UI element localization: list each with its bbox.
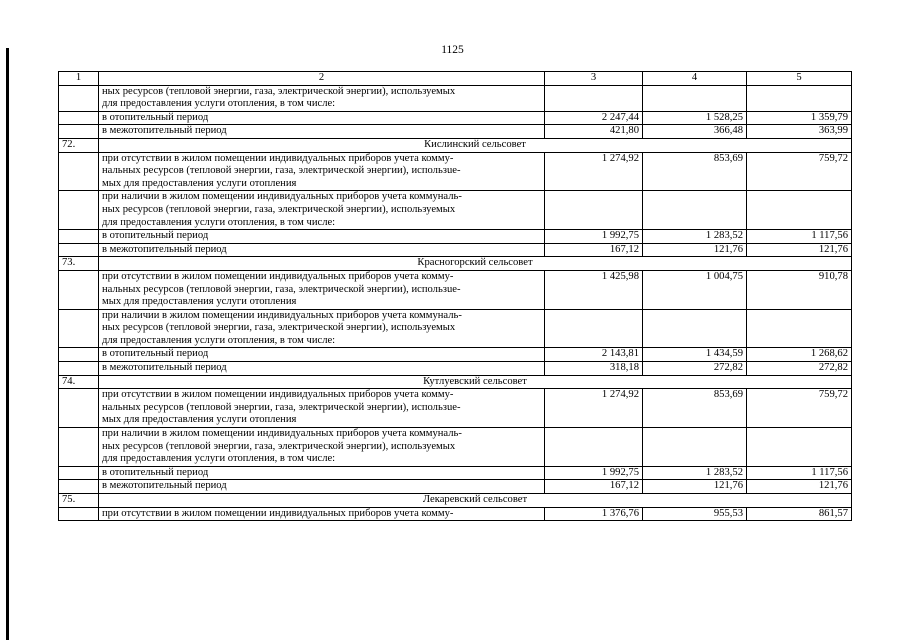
description-cell bbox=[99, 348, 545, 362]
value-cell-v4 bbox=[643, 191, 747, 230]
value-cell-v5: 1 117,56 bbox=[747, 230, 852, 244]
section-number: 75. bbox=[59, 494, 99, 508]
description-cell bbox=[99, 111, 545, 125]
description-line: ных ресурсов (тепловой энергии, газа, электрической энергии), используемых bbox=[102, 203, 456, 215]
table-row bbox=[59, 191, 852, 230]
value-cell-v3 bbox=[545, 428, 643, 467]
value-cell-v3 bbox=[545, 191, 643, 230]
row-number-cell bbox=[59, 507, 99, 521]
section-number: 74. bbox=[59, 375, 99, 389]
value-cell-v4: 121,76 bbox=[643, 480, 747, 494]
section-title: Кутлуевский сельсовет bbox=[99, 375, 852, 389]
description-line: для предоставления услуги отопления, в том числе: bbox=[102, 98, 336, 110]
value-cell-v5 bbox=[747, 428, 852, 467]
section-title: Лекаревский сельсовет bbox=[99, 494, 852, 508]
header-cell: 2 bbox=[99, 72, 545, 86]
value-cell-v5: 1 268,62 bbox=[747, 348, 852, 362]
description-line: мых для предоставления услуги отопления bbox=[102, 177, 297, 189]
value-cell-v3: 2 247,44 bbox=[545, 111, 643, 125]
value-cell-v5: 910,78 bbox=[747, 270, 852, 309]
section-number: 72. bbox=[59, 138, 99, 152]
row-number-cell bbox=[59, 125, 99, 139]
description-cell bbox=[99, 466, 545, 480]
table-row bbox=[59, 243, 852, 257]
section-number: 73. bbox=[59, 257, 99, 271]
value-cell-v4: 1 283,52 bbox=[643, 230, 747, 244]
value-cell-v5: 1 117,56 bbox=[747, 466, 852, 480]
value-cell-v4: 853,69 bbox=[643, 152, 747, 191]
section-title: Кислинский сельсовет bbox=[99, 138, 852, 152]
description-cell bbox=[99, 230, 545, 244]
row-number-cell bbox=[59, 191, 99, 230]
table-row bbox=[59, 348, 852, 362]
row-number-cell bbox=[59, 389, 99, 428]
description-line: нальных ресурсов (тепловой энергии, газа, электрической энергии), использue- bbox=[102, 401, 461, 413]
header-cell: 4 bbox=[643, 72, 747, 86]
value-cell-v4 bbox=[643, 309, 747, 348]
table-row bbox=[59, 111, 852, 125]
value-cell-v5 bbox=[747, 191, 852, 230]
description-line: в отопительный период bbox=[102, 466, 209, 478]
description-cell bbox=[99, 362, 545, 376]
row-number-cell bbox=[59, 348, 99, 362]
section-row bbox=[59, 138, 852, 152]
description-cell bbox=[99, 152, 545, 191]
row-number-cell bbox=[59, 428, 99, 467]
section-row bbox=[59, 494, 852, 508]
table-row bbox=[59, 270, 852, 309]
value-cell-v3: 167,12 bbox=[545, 243, 643, 257]
row-number-cell bbox=[59, 230, 99, 244]
description-line: в отопительный период bbox=[102, 348, 209, 360]
description-cell bbox=[99, 480, 545, 494]
value-cell-v3: 1 376,76 bbox=[545, 507, 643, 521]
value-cell-v5: 272,82 bbox=[747, 362, 852, 376]
description-line: при отсутствии в жилом помещении индивидуальных приборов учета комму- bbox=[102, 389, 454, 401]
value-cell-v5: 121,76 bbox=[747, 480, 852, 494]
description-line: при отсутствии в жилом помещении индивидуальных приборов учета комму- bbox=[102, 152, 454, 164]
description-line: в межотопительный период bbox=[102, 243, 227, 255]
header-cell: 5 bbox=[747, 72, 852, 86]
table-row bbox=[59, 230, 852, 244]
table-row bbox=[59, 428, 852, 467]
table-row bbox=[59, 389, 852, 428]
value-cell-v3 bbox=[545, 309, 643, 348]
description-line: в отопительный период bbox=[102, 230, 209, 242]
value-cell-v3: 1 274,92 bbox=[545, 152, 643, 191]
section-row bbox=[59, 257, 852, 271]
header-cell: 1 bbox=[59, 72, 99, 86]
row-number-cell bbox=[59, 466, 99, 480]
row-number-cell bbox=[59, 85, 99, 111]
value-cell-v4: 1 528,25 bbox=[643, 111, 747, 125]
value-cell-v5: 363,99 bbox=[747, 125, 852, 139]
description-line: при отсутствии в жилом помещении индивидуальных приборов учета комму- bbox=[102, 507, 454, 519]
page-number: 1125 bbox=[441, 44, 464, 56]
description-line: для предоставления услуги отопления, в том числе: bbox=[102, 453, 336, 465]
table-row bbox=[59, 85, 852, 111]
section-title: Красногорский сельсовет bbox=[99, 257, 852, 271]
description-line: при наличии в жилом помещении индивидуальных приборов учета коммуналь- bbox=[102, 191, 462, 203]
description-cell bbox=[99, 125, 545, 139]
value-cell-v5: 1 359,79 bbox=[747, 111, 852, 125]
tariff-table bbox=[58, 71, 852, 521]
description-line: нальных ресурсов (тепловой энергии, газа, электрической энергии), использue- bbox=[102, 283, 461, 295]
value-cell-v3 bbox=[545, 85, 643, 111]
value-cell-v4: 955,53 bbox=[643, 507, 747, 521]
value-cell-v3: 318,18 bbox=[545, 362, 643, 376]
description-line: мых для предоставления услуги отопления bbox=[102, 296, 297, 308]
description-line: ных ресурсов (тепловой энергии, газа, электрической энергии), используемых bbox=[102, 85, 456, 97]
value-cell-v4: 1 004,75 bbox=[643, 270, 747, 309]
description-cell bbox=[99, 270, 545, 309]
description-cell bbox=[99, 428, 545, 467]
value-cell-v4: 1 283,52 bbox=[643, 466, 747, 480]
value-cell-v4: 1 434,59 bbox=[643, 348, 747, 362]
row-number-cell bbox=[59, 111, 99, 125]
description-cell bbox=[99, 243, 545, 257]
value-cell-v4: 121,76 bbox=[643, 243, 747, 257]
description-line: для предоставления услуги отопления, в том числе: bbox=[102, 334, 336, 346]
table-row bbox=[59, 152, 852, 191]
description-line: мых для предоставления услуги отопления bbox=[102, 414, 297, 426]
value-cell-v3: 2 143,81 bbox=[545, 348, 643, 362]
description-line: в межотопительный период bbox=[102, 362, 227, 374]
value-cell-v3: 1 425,98 bbox=[545, 270, 643, 309]
value-cell-v3: 1 992,75 bbox=[545, 230, 643, 244]
value-cell-v3: 421,80 bbox=[545, 125, 643, 139]
table-row bbox=[59, 480, 852, 494]
description-cell bbox=[99, 191, 545, 230]
value-cell-v5: 759,72 bbox=[747, 152, 852, 191]
value-cell-v4 bbox=[643, 428, 747, 467]
description-line: в межотопительный период bbox=[102, 125, 227, 137]
description-line: ных ресурсов (тепловой энергии, газа, электрической энергии), используемых bbox=[102, 440, 456, 452]
description-cell bbox=[99, 507, 545, 521]
section-row bbox=[59, 375, 852, 389]
row-number-cell bbox=[59, 480, 99, 494]
row-number-cell bbox=[59, 309, 99, 348]
value-cell-v5 bbox=[747, 309, 852, 348]
description-line: в отопительный период bbox=[102, 111, 209, 123]
description-line: при отсутствии в жилом помещении индивидуальных приборов учета комму- bbox=[102, 270, 454, 282]
value-cell-v5 bbox=[747, 85, 852, 111]
value-cell-v3: 167,12 bbox=[545, 480, 643, 494]
value-cell-v3: 1 274,92 bbox=[545, 389, 643, 428]
table-row bbox=[59, 466, 852, 480]
description-cell bbox=[99, 309, 545, 348]
value-cell-v5: 759,72 bbox=[747, 389, 852, 428]
row-number-cell bbox=[59, 270, 99, 309]
description-line: для предоставления услуги отопления, в том числе: bbox=[102, 216, 336, 228]
description-line: в межотопительный период bbox=[102, 480, 227, 492]
value-cell-v5: 121,76 bbox=[747, 243, 852, 257]
value-cell-v4: 366,48 bbox=[643, 125, 747, 139]
description-line: нальных ресурсов (тепловой энергии, газа, электрической энергии), использue- bbox=[102, 165, 461, 177]
table-header-row bbox=[59, 72, 852, 86]
description-line: при наличии в жилом помещении индивидуальных приборов учета коммуналь- bbox=[102, 428, 462, 440]
table-row bbox=[59, 362, 852, 376]
table-row bbox=[59, 507, 852, 521]
header-cell: 3 bbox=[545, 72, 643, 86]
table-row bbox=[59, 309, 852, 348]
value-cell-v5: 861,57 bbox=[747, 507, 852, 521]
table-row bbox=[59, 125, 852, 139]
value-cell-v4 bbox=[643, 85, 747, 111]
description-cell bbox=[99, 85, 545, 111]
value-cell-v4: 853,69 bbox=[643, 389, 747, 428]
row-number-cell bbox=[59, 362, 99, 376]
value-cell-v4: 272,82 bbox=[643, 362, 747, 376]
row-number-cell bbox=[59, 152, 99, 191]
description-line: ных ресурсов (тепловой энергии, газа, электрической энергии), используемых bbox=[102, 322, 456, 334]
scan-edge-line bbox=[6, 48, 9, 640]
row-number-cell bbox=[59, 243, 99, 257]
description-cell bbox=[99, 389, 545, 428]
value-cell-v3: 1 992,75 bbox=[545, 466, 643, 480]
description-line: при наличии в жилом помещении индивидуальных приборов учета коммуналь- bbox=[102, 309, 462, 321]
